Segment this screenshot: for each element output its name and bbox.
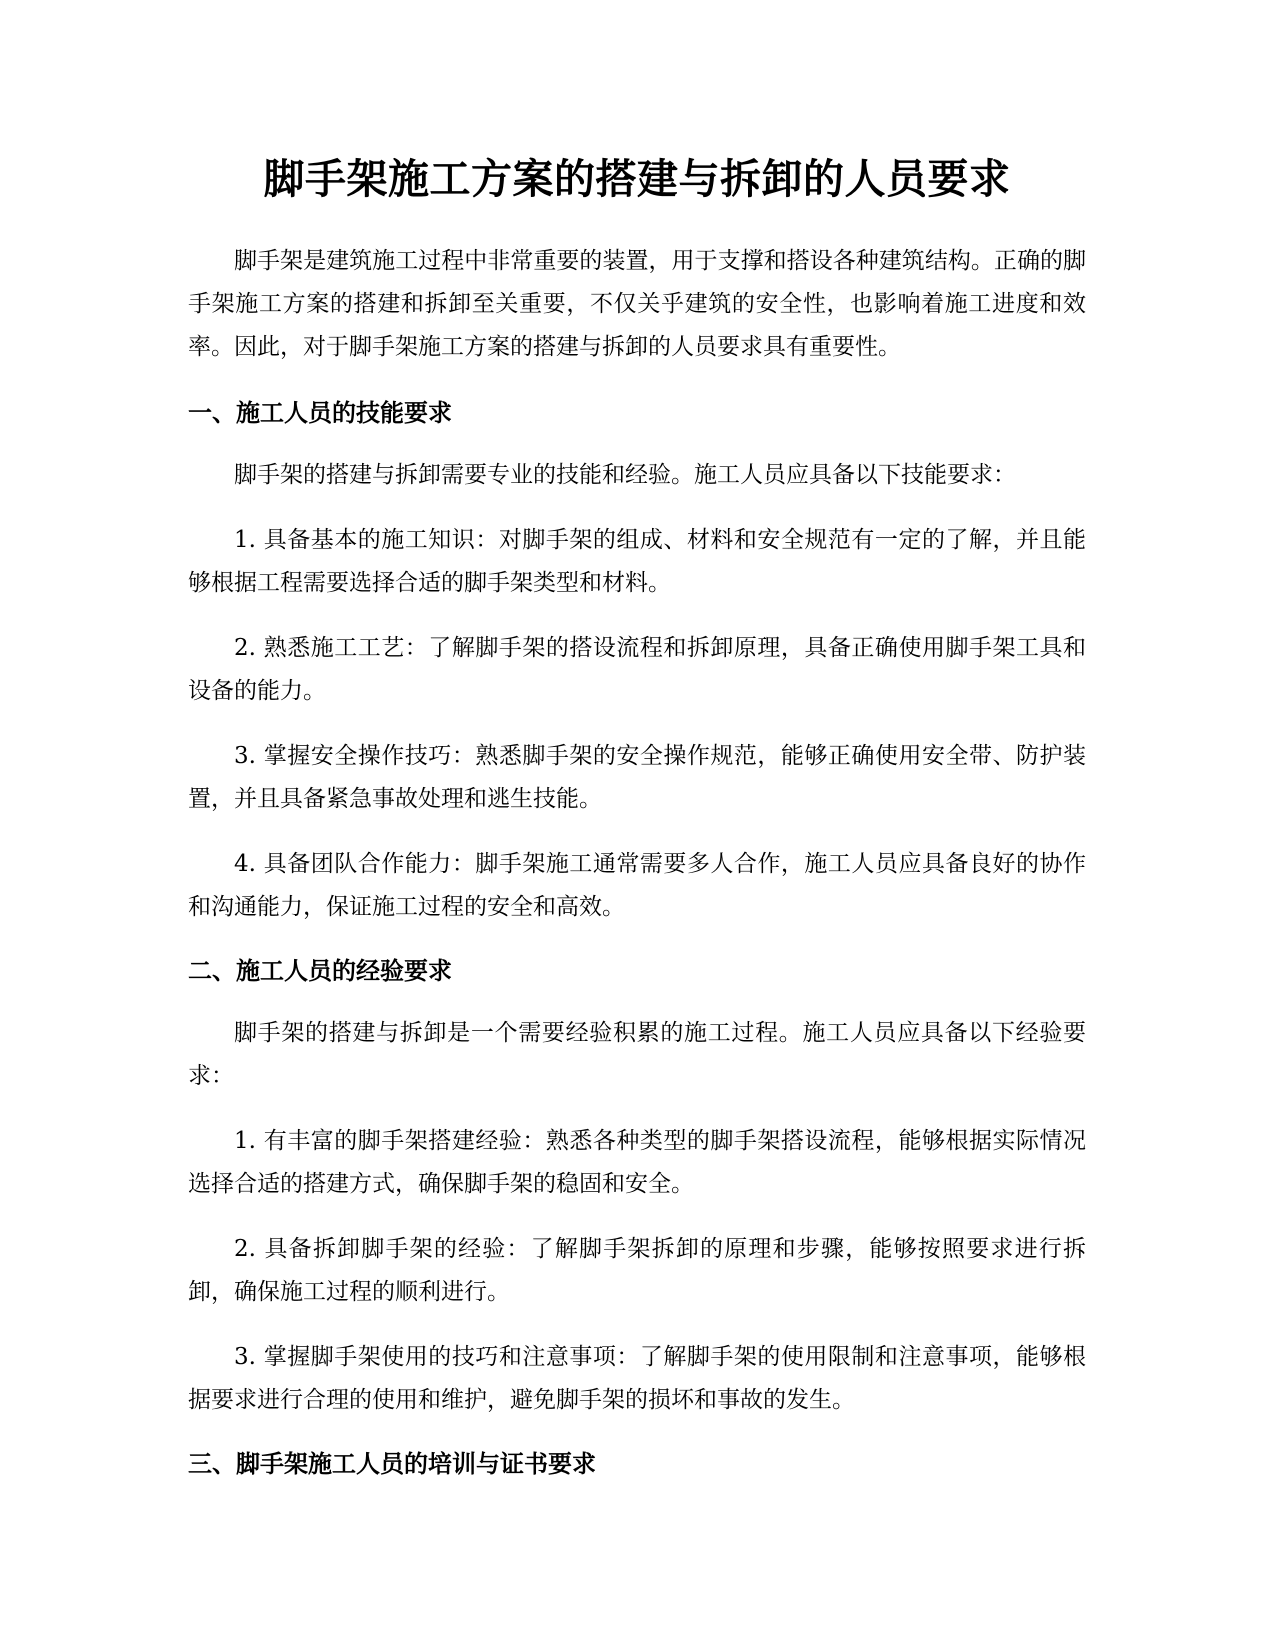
- section-1-heading: 一、施工人员的技能要求: [188, 399, 452, 427]
- document-title: 脚手架施工方案的搭建与拆卸的人员要求: [263, 155, 1011, 203]
- section-2-item: 1. 有丰富的脚手架搭建经验：熟悉各种类型的脚手架搭设流程，能够根据实际情况选择合适的搭建方式，确保脚手架的稳固和安全。: [188, 1128, 1086, 1197]
- section-2-lead: 脚手架的搭建与拆卸是一个需要经验积累的施工过程。施工人员应具备以下经验要求：: [188, 1020, 1086, 1089]
- section-1-item: 3. 掌握安全操作技巧：熟悉脚手架的安全操作规范，能够正确使用安全带、防护装置，并且具备紧急事故处理和逃生技能。: [188, 743, 1086, 812]
- section-1-lead: 脚手架的搭建与拆卸需要专业的技能和经验。施工人员应具备以下技能要求：: [234, 462, 1016, 488]
- section-2-item: 2. 具备拆卸脚手架的经验：了解脚手架拆卸的原理和步骤，能够按照要求进行拆卸，确保施工过程的顺利进行。: [188, 1236, 1086, 1305]
- section-2-item: 3. 掌握脚手架使用的技巧和注意事项：了解脚手架的使用限制和注意事项，能够根据要求进行合理的使用和维护，避免脚手架的损坏和事故的发生。: [188, 1344, 1086, 1413]
- section-1-item: 1. 具备基本的施工知识：对脚手架的组成、材料和安全规范有一定的了解，并且能够根据工程需要选择合适的脚手架类型和材料。: [188, 527, 1086, 596]
- intro-paragraph: 脚手架是建筑施工过程中非常重要的装置，用于支撑和搭设各种建筑结构。正确的脚手架施工方案的搭建和拆卸至关重要，不仅关乎建筑的安全性，也影响着施工进度和效率。因此，对于脚手架施工方案的搭建与拆卸的人员要求具有重要性。: [188, 248, 1086, 360]
- section-3-heading: 三、脚手架施工人员的培训与证书要求: [188, 1450, 596, 1478]
- section-1-item: 2. 熟悉施工工艺：了解脚手架的搭设流程和拆卸原理，具备正确使用脚手架工具和设备的能力。: [188, 635, 1086, 704]
- section-2-heading: 二、施工人员的经验要求: [188, 957, 452, 985]
- document-body: [188, 148, 1086, 1505]
- section-1-item: 4. 具备团队合作能力：脚手架施工通常需要多人合作，施工人员应具备良好的协作和沟通能力，保证施工过程的安全和高效。: [188, 851, 1086, 920]
